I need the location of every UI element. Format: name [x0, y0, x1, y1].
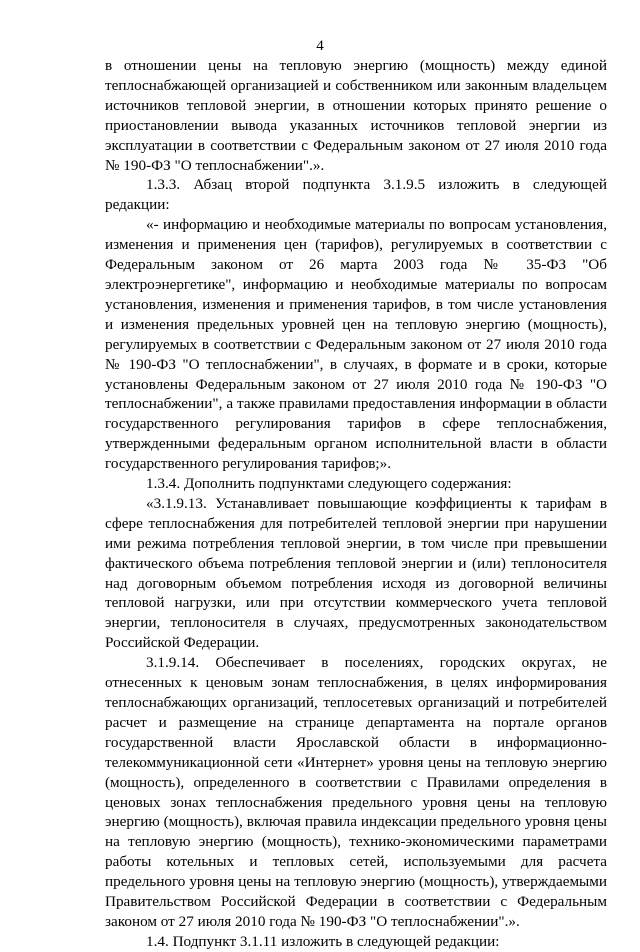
paragraph-1-4: 1.4. Подпункт 3.1.11 изложить в следующей редакции: [146, 932, 500, 950]
paragraph-3-1-9-14: 3.1.9.14. Обеспечивает в поселениях, городских округах, не отнесенных к ценовым зонам теплоснабжения, в целях информирования теплоснабжающих организаций, теплосетевых организаций и потребителей расчет и размещение на странице департамента на портале органов государственной власти Ярославской области в информационно-телекоммуникационной сети «Интернет» уровня цены на тепловую энергию (мощность), определенного в соответствии с Правилами определения в ценовых зонах теплоснабжения предельного уровня цены на тепловую энергию (мощность), включая правила индексации предельного уровня цены на тепловую энергию (мощность), технико-экономическими параметрами работы котельных и тепловых сетей, используемыми для расчета предельного уровня цены на тепловую энергию (мощность), утверждаемыми Правительством Российской Федерации в соответствии с Федеральным законом от 27 июля 2010 года № 190-ФЗ "О теплоснабжении".». [105, 654, 607, 930]
page-number: 4 [316, 38, 324, 54]
paragraph-quote-information: «- информацию и необходимые материалы по вопросам установления, изменения и применения цен (тарифов), регулируемых в соответствии с Федеральным законом от 26 марта 2003 года № 35-ФЗ "Об электроэнергетике", информацию и необходимые материалы по вопросам установления, изменения и применения тарифов, в том числе установления и изменения предельных уровней цен на тепловую энергию (мощность), регулируемых в соответствии с Федеральным законом от 27 июля 2010 года № 190-ФЗ "О теплоснабжении", в случаях, в формате и в сроки, которые установлены Федеральным законом от 27 июля 2010 года № 190-ФЗ "О теплоснабжении", а также правилами предоставления информации в области государственного регулирования тарифов в сфере теплоснабжения, утвержденными федеральным органом исполнительной власти в области государственного регулирования тарифов;». [105, 216, 607, 473]
paragraph-3-1-9-13: «3.1.9.13. Устанавливает повышающие коэффициенты к тарифам в сфере теплоснабжения для потребителей тепловой энергии при нарушении ими режима потребления тепловой энергии, в том числе при превышении фактического объема потребления тепловой энергии и (или) теплоносителя над договорным объемом потребления исходя из договорной величины тепловой нагрузки, или при отсутствии коммерческого учета тепловой энергии, теплоносителя в случаях, предусмотренных законодательством Российской Федерации. [105, 494, 607, 652]
paragraph-continuation: в отношении цены на тепловую энергию (мощность) между единой теплоснабжающей организацией и собственником или законным владельцем источников тепловой энергии, в отношении которых принято решение о приостановлении вывода указанных источников тепловой энергии из эксплуатации в соответствии с Федеральным законом от 27 июля 2010 года № 190-ФЗ "О теплоснабжении".». [105, 57, 607, 174]
paragraph-1-3-4: 1.3.4. Дополнить подпунктами следующего содержания: [146, 475, 512, 493]
document-body [105, 56, 607, 952]
paragraph-1-3-3: 1.3.3. Абзац второй подпункта 3.1.9.5 изложить в следующей редакции: [105, 176, 607, 214]
